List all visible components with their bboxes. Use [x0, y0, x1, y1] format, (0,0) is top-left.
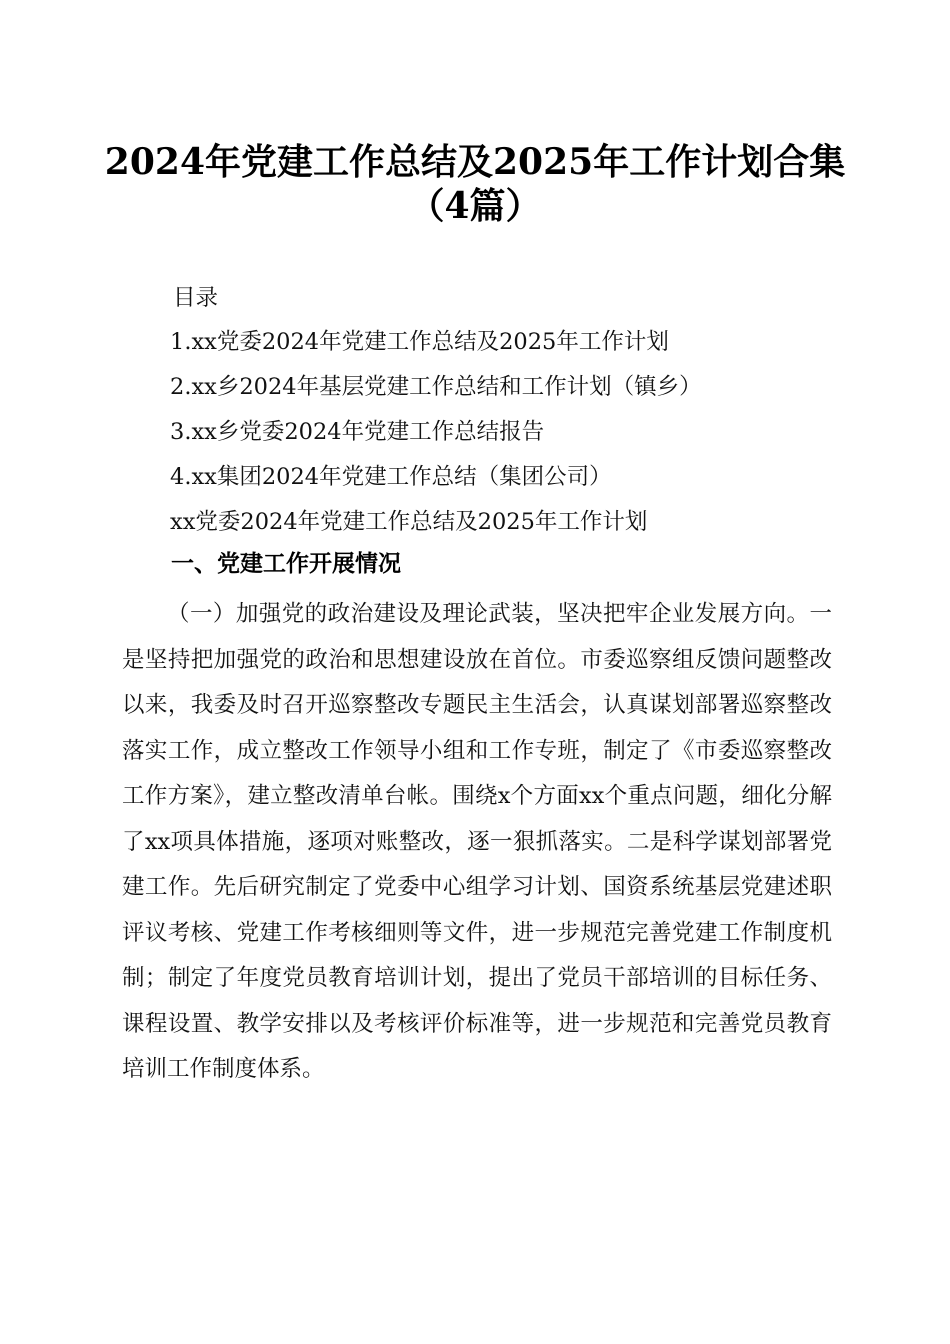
toc-label: 目录 [173, 285, 219, 311]
document-title: 2024年党建工作总结及2025年工作计划合集 [104, 141, 846, 183]
article-title: xx党委2024年党建工作总结及2025年工作计划 [170, 509, 648, 535]
document-title-count: （4篇） [408, 185, 542, 227]
section-heading: 一、党建工作开展情况 [171, 551, 401, 577]
body-paragraph: （一）加强党的政治建设及理论武装，坚决把牢企业发展方向。一是坚持把加强党的政治和思想建设放在首位。市委巡察组反馈问题整改以来，我委及时召开巡察整改专题民主生活会，认真谋划部署巡察整改落实工作，成立整改工作领导小组和工作专班，制定了《市委巡察整改工作方案》，建立整改清单台帐。围绕x个方面xx个重点问题，细化分解了xx项具体措施，逐项对账整改，逐一狠抓落实。二是科学谋划部署党建工作。先后研究制定了党委中心组学习计划、国资系统基层党建述职评议考核、党建工作考核细则等文件，进一步规范完善党建工作制度机制；制定了年度党员教育培训计划，提出了党员干部培训的目标任务、课程设置、教学安排以及考核评价标准等，进一步规范和完善党员教育培训工作制度体系。 [122, 601, 832, 1082]
toc-item: 1.xx党委2024年党建工作总结及2025年工作计划 [170, 329, 669, 355]
toc-item: 2.xx乡2024年基层党建工作总结和工作计划（镇乡） [170, 374, 702, 400]
toc-item: 4.xx集团2024年党建工作总结（集团公司） [170, 464, 612, 490]
toc-item: 3.xx乡党委2024年党建工作总结报告 [170, 419, 545, 445]
